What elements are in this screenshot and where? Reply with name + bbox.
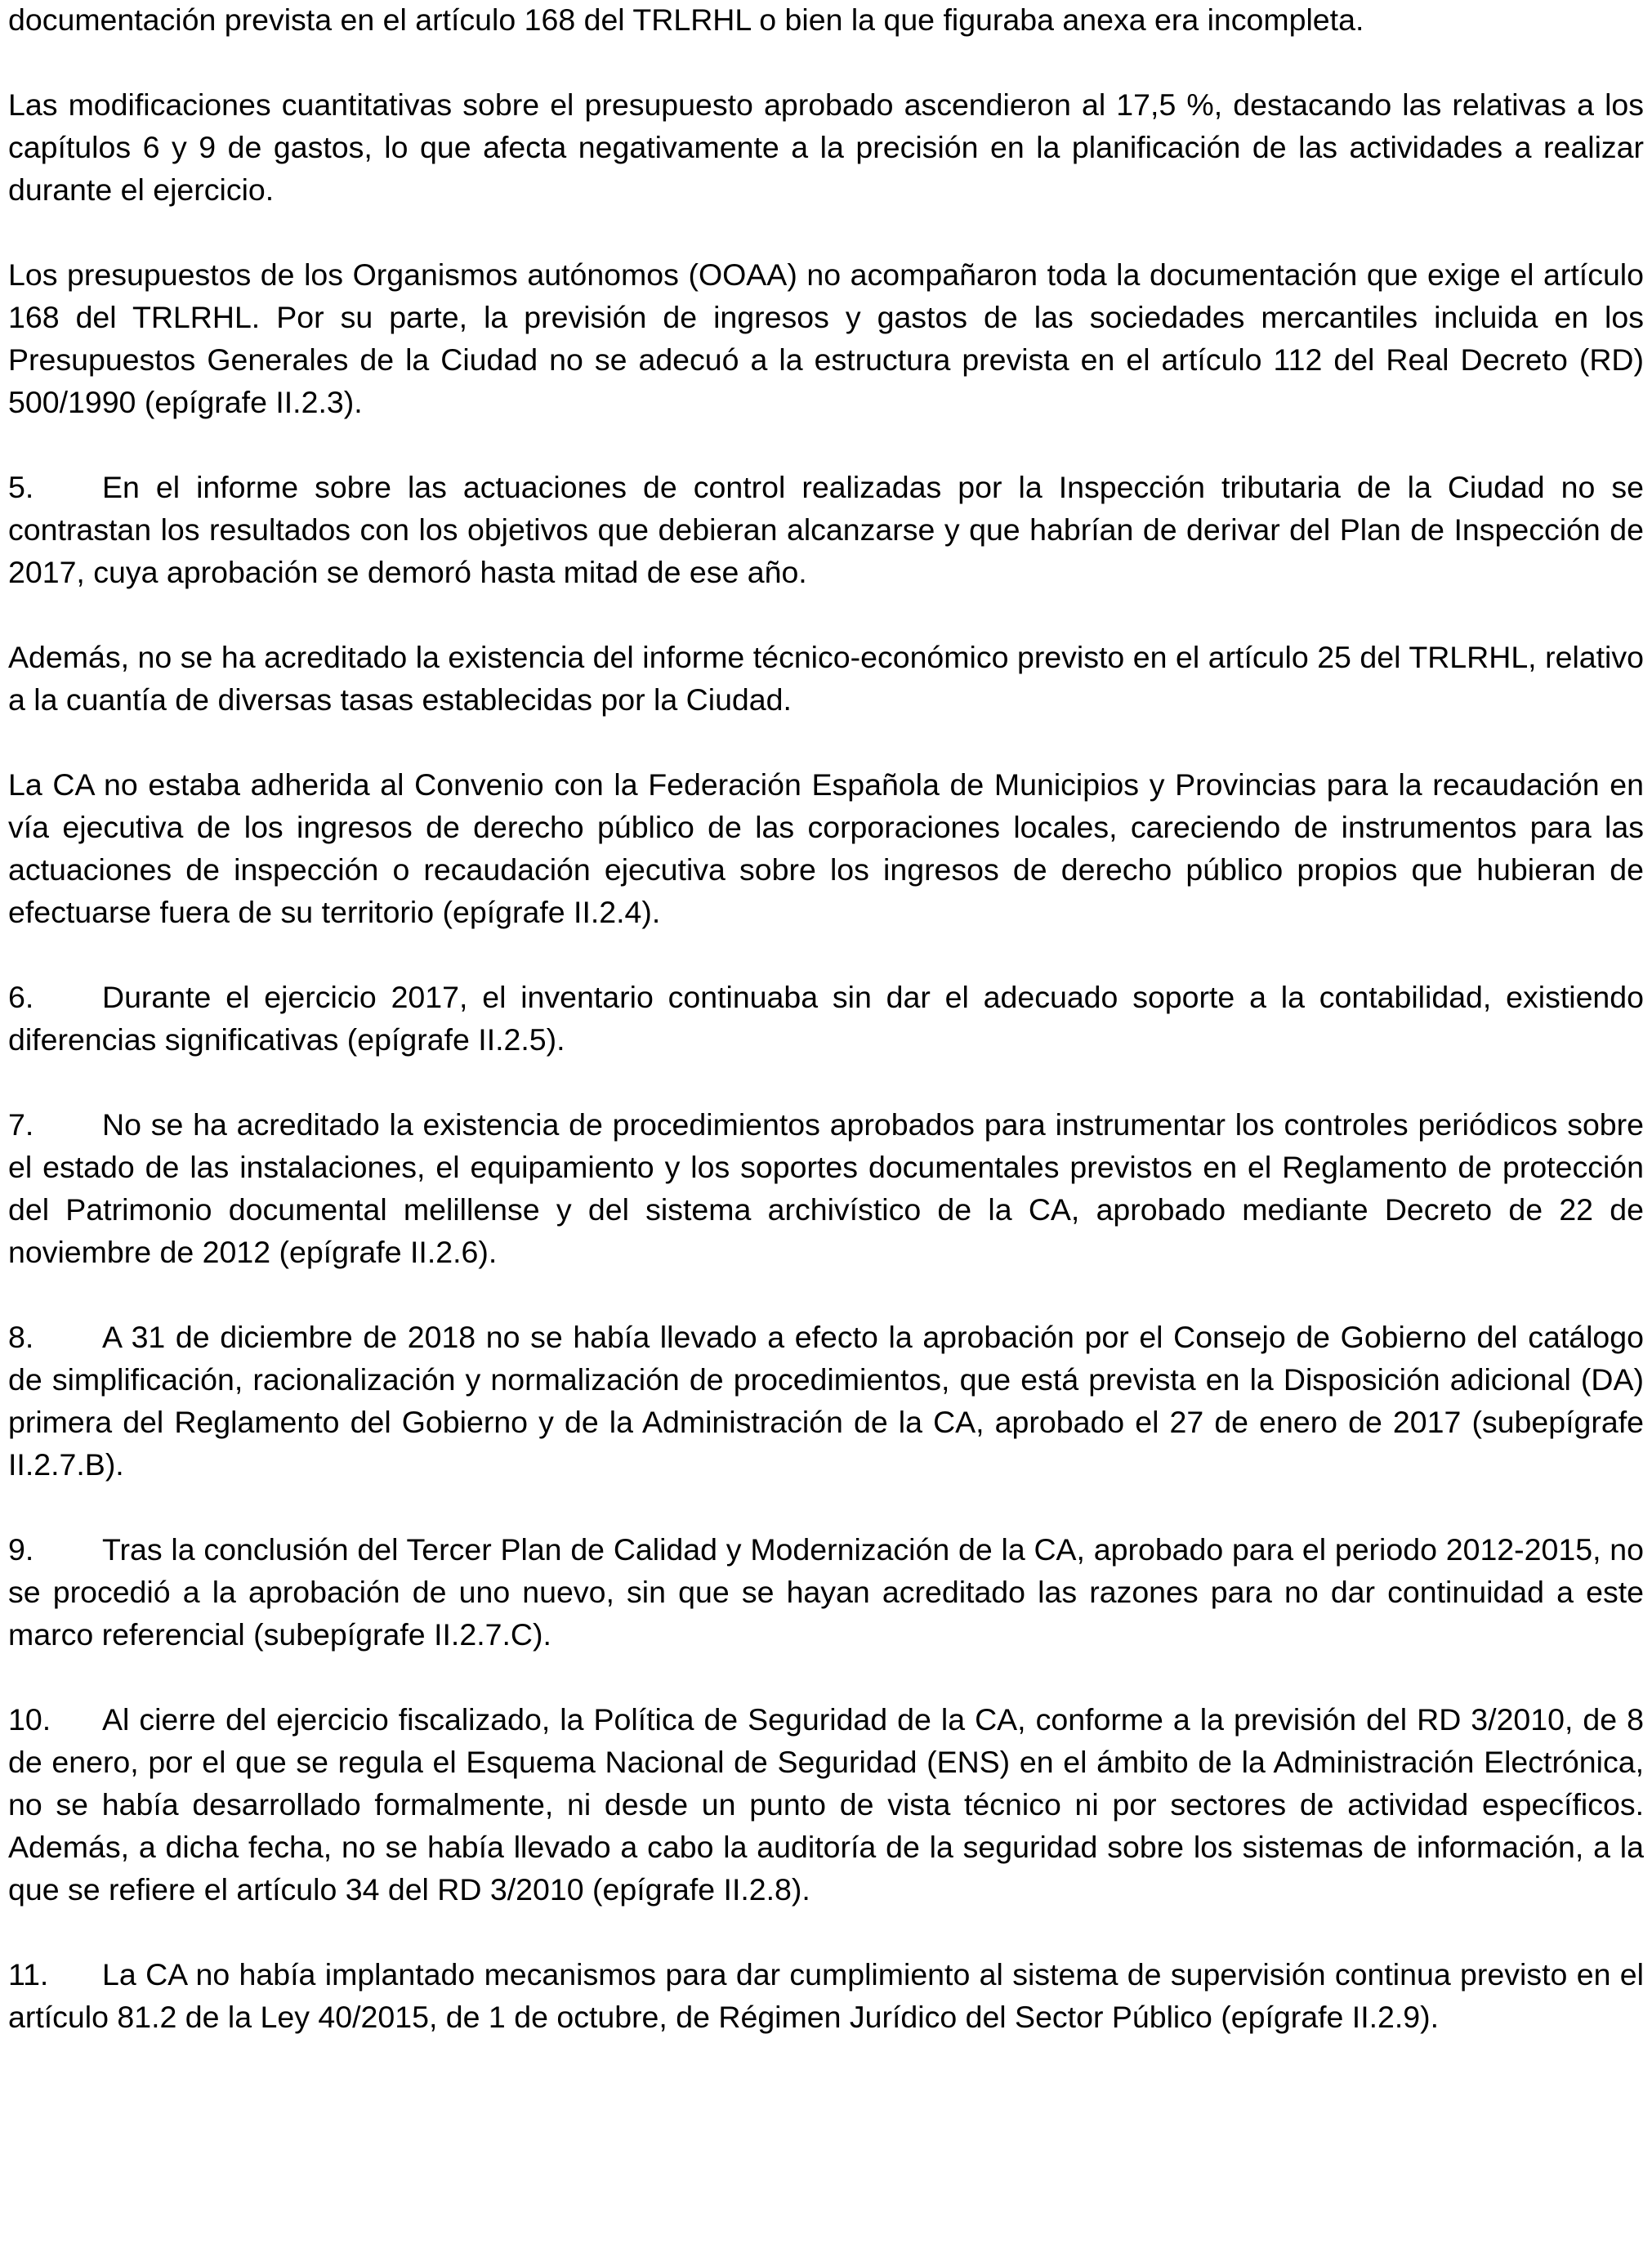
paragraph-text: Durante el ejercicio 2017, el inventario continuaba sin dar el adecuado soporte a la contabilidad, existiendo diferencias significativas (epígrafe II.2.5). (8, 980, 1644, 1057)
paragraph-text: Tras la conclusión del Tercer Plan de Calidad y Modernización de la CA, aprobado para el periodo 2012-2015, no se procedió a la aprobación de uno nuevo, sin que se hayan acreditado las razones para no dar continuidad a este marco referencial (subepígrafe II.2.7.C). (8, 1532, 1644, 1652)
paragraph-number: 9. (8, 1532, 34, 1567)
numbered-paragraph (8, 1528, 1644, 1656)
paragraph-text: La CA no había implantado mecanismos para dar cumplimiento al sistema de supervisión continua previsto en el artículo 81.2 de la Ley 40/2015, de 1 de octubre, de Régimen Jurídico del Sector Público (epígrafe II.2.9). (8, 1957, 1644, 2034)
numbered-paragraph (8, 1103, 1644, 1273)
numbered-paragraph (8, 1316, 1644, 1486)
numbered-paragraph (8, 1698, 1644, 1911)
paragraph (8, 253, 1644, 423)
numbered-paragraph (8, 1953, 1644, 2038)
paragraph-number: 7. (8, 1107, 34, 1142)
paragraph-text: documentación prevista en el artículo 168 del TRLRHL o bien la que figuraba anexa era incompleta. (8, 2, 1364, 37)
paragraph-text: Las modificaciones cuantitativas sobre el presupuesto aprobado ascendieron al 17,5 %, destacando las relativas a los capítulos 6 y 9 de gastos, lo que afecta negativamente a la precisión en la planificación de las actividades a realizar durante el ejercicio. (8, 87, 1644, 207)
paragraph (8, 0, 1644, 41)
paragraph-number: 6. (8, 980, 34, 1014)
paragraph-text: En el informe sobre las actuaciones de control realizadas por la Inspección tributaria de la Ciudad no se contrastan los resultados con los objetivos que debieran alcanzarse y que habrían de derivar del Plan de Inspección de 2017, cuya aprobación se demoró hasta mitad de ese año. (8, 470, 1644, 589)
paragraph-text: Además, no se ha acreditado la existencia del informe técnico-económico previsto en el artículo 25 del TRLRHL, relativo a la cuantía de diversas tasas establecidas por la Ciudad. (8, 640, 1644, 717)
numbered-paragraph (8, 976, 1644, 1061)
paragraph-number: 11. (8, 1957, 49, 1992)
paragraph-number: 8. (8, 1320, 34, 1354)
paragraph (8, 83, 1644, 211)
document-page (8, 0, 1644, 2081)
paragraph-text: Los presupuestos de los Organismos autónomos (OOAA) no acompañaron toda la documentación que exige el artículo 168 del TRLRHL. Por su parte, la previsión de ingresos y gastos de las sociedades mercantiles incluida en los Presupuestos Generales de la Ciudad no se adecuó a la estructura prevista en el artículo 112 del Real Decreto (RD) 500/1990 (epígrafe II.2.3). (8, 257, 1644, 419)
paragraph-text: La CA no estaba adherida al Convenio con la Federación Española de Municipios y Provincias para la recaudación en vía ejecutiva de los ingresos de derecho público de las corporaciones locales, careciendo de instrumentos para las actuaciones de inspección o recaudación ejecutiva sobre los ingresos de derecho público propios que hubieran de efectuarse fuera de su territorio (epígrafe II.2.4). (8, 767, 1644, 929)
paragraph-text: No se ha acreditado la existencia de procedimientos aprobados para instrumentar los controles periódicos sobre el estado de las instalaciones, el equipamiento y los soportes documentales previstos en el Reglamento de protección del Patrimonio documental melillense y del sistema archivístico de la CA, aprobado mediante Decreto de 22 de noviembre de 2012 (epígrafe II.2.6). (8, 1107, 1644, 1269)
paragraph-number: 10. (8, 1702, 51, 1737)
paragraph (8, 636, 1644, 721)
paragraph (8, 763, 1644, 933)
paragraph-text: Al cierre del ejercicio fiscalizado, la Política de Seguridad de la CA, conforme a la previsión del RD 3/2010, de 8 de enero, por el que se regula el Esquema Nacional de Seguridad (ENS) en el ámbito de la Administración Electrónica, no se había desarrollado formalmente, ni desde un punto de vista técnico ni por sectores de actividad específicos. Además, a dicha fecha, no se había llevado a cabo la auditoría de la seguridad sobre los sistemas de información, a la que se refiere el artículo 34 del RD 3/2010 (epígrafe II.2.8). (8, 1702, 1644, 1907)
paragraph-number: 5. (8, 470, 34, 504)
numbered-paragraph (8, 466, 1644, 593)
paragraph-text: A 31 de diciembre de 2018 no se había llevado a efecto la aprobación por el Consejo de Gobierno del catálogo de simplificación, racionalización y normalización de procedimientos, que está prevista en la Disposición adicional (DA) primera del Reglamento del Gobierno y de la Administración de la CA, aprobado el 27 de enero de 2017 (subepígrafe II.2.7.B). (8, 1320, 1644, 1482)
